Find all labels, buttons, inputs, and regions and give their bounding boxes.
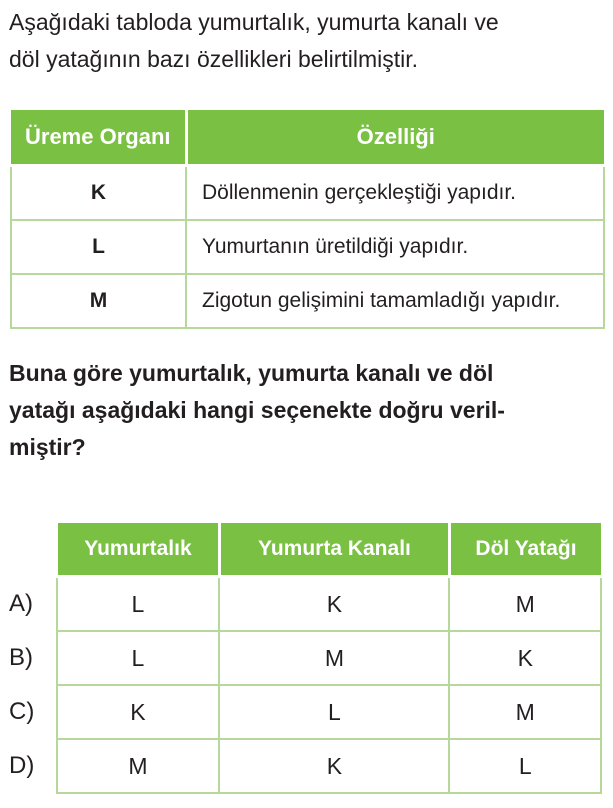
oviduct-cell: L <box>219 685 449 739</box>
uterus-cell: M <box>449 685 601 739</box>
ovary-cell: M <box>57 739 220 793</box>
option-label[interactable]: A) <box>9 589 33 617</box>
organ-cell: K <box>11 166 186 221</box>
option-row-c[interactable] <box>0 685 601 739</box>
question-line-3: miştir? <box>9 434 86 460</box>
table-row <box>11 166 604 221</box>
table-row <box>11 220 604 274</box>
header-ovary: Yumurtalık <box>57 523 220 577</box>
feature-cell: Yumurtanın üretildiği yapıdır. <box>186 220 604 274</box>
intro-text <box>9 4 609 78</box>
header-feature: Özelliği <box>186 110 604 166</box>
option-label[interactable]: B) <box>9 644 33 671</box>
option-row-b[interactable] <box>0 631 601 685</box>
question-line-2: yatağı aşağıdaki hangi seçenekte doğru veril- <box>9 397 505 423</box>
corner-cell <box>0 523 57 577</box>
feature-cell: Döllenmenin gerçekleştiği yapıdır. <box>186 166 604 221</box>
organ-feature-table <box>10 110 605 329</box>
option-row-a[interactable] <box>0 577 601 632</box>
option-row-d[interactable] <box>0 739 601 793</box>
ovary-cell: L <box>57 631 220 685</box>
header-oviduct: Yumurta Kanalı <box>219 523 449 577</box>
oviduct-cell: M <box>219 631 449 685</box>
intro-line-1: Aşağıdaki tabloda yumurtalık, yumurta kanalı ve <box>9 9 499 35</box>
header-organ: Üreme Organı <box>11 110 186 166</box>
intro-line-2: döl yatağının bazı özellikleri belirtilmiştir. <box>9 46 419 72</box>
oviduct-cell: K <box>219 577 449 632</box>
header-uterus: Döl Yatağı <box>449 523 601 577</box>
ovary-cell: K <box>57 685 220 739</box>
table-header-row <box>11 110 604 166</box>
feature-cell: Zigotun gelişimini tamamladığı yapıdır. <box>186 274 604 328</box>
table-row <box>11 274 604 328</box>
ovary-cell: L <box>57 577 220 632</box>
answer-options-table <box>0 523 602 794</box>
option-label[interactable]: D) <box>9 752 35 779</box>
question-text <box>9 355 609 466</box>
option-label[interactable]: C) <box>9 698 35 725</box>
table-header-row <box>0 523 601 577</box>
uterus-cell: K <box>449 631 601 685</box>
organ-cell: M <box>11 274 186 328</box>
uterus-cell: L <box>449 739 601 793</box>
organ-cell: L <box>11 220 186 274</box>
uterus-cell: M <box>449 577 601 632</box>
question-line-1: Buna göre yumurtalık, yumurta kanalı ve döl <box>9 360 494 386</box>
oviduct-cell: K <box>219 739 449 793</box>
